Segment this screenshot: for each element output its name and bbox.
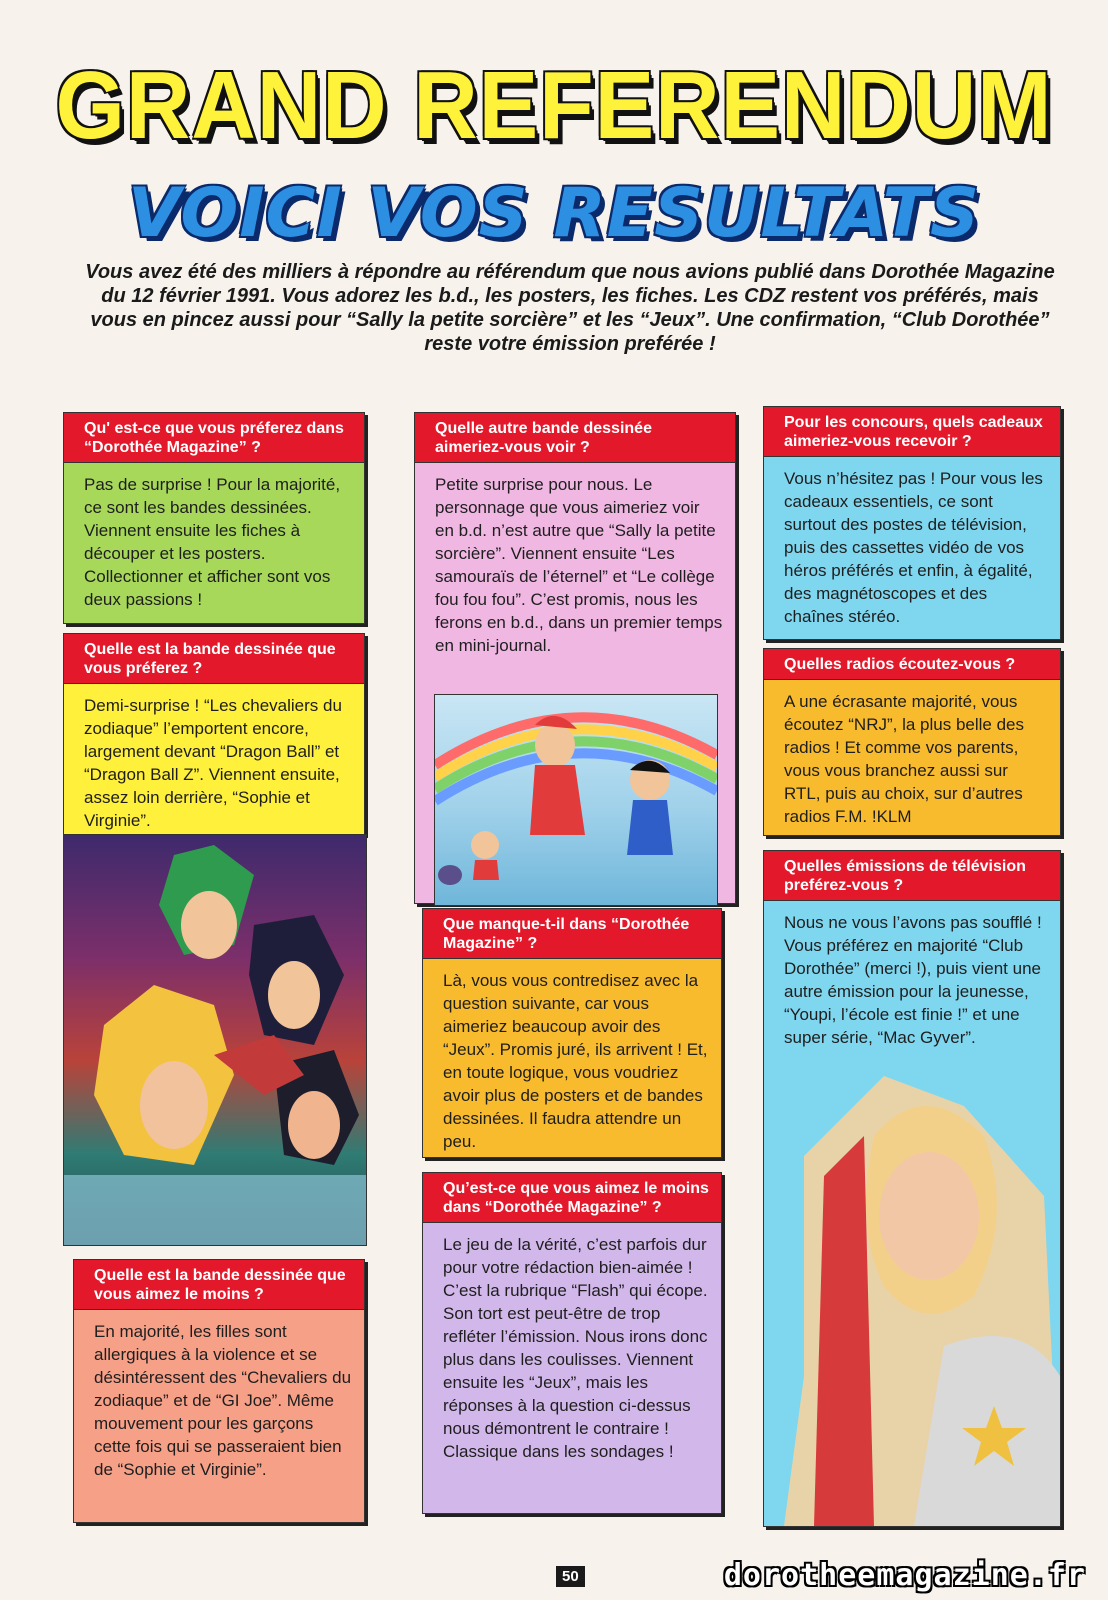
question-answer: Vous n’hésitez pas ! Pour vous les cadeaux essentiels, ce sont surtout des postes de télévision, puis des cassettes vidéo de vos héros préférés et enfin, à égalité, des magnétoscopes et des chaînes stéréo.: [784, 469, 1043, 626]
question-answer: Petite surprise pour nous. Le personnage que vous aimeriez voir en b.d. n’est autre que “Sally la petite sorcière”. Viennent ensuite “Les samouraïs de l’éternel” et “Le collège fou fou fou”. C’est promis, nous les ferons en b.d., dans un premier temps en mini-journal.: [435, 475, 723, 655]
page-number: 50: [556, 1566, 585, 1587]
question-answer: Là, vous vous contredisez avec la question suivante, car vous aimeriez beaucoup avoir des “Jeux”. Promis juré, ils arrivent ! Et, en toute logique, vous voudriez avoir plus de posters et de bandes dessinées. Il faudra attendre un peu.: [443, 971, 708, 1151]
anime-characters-art: [64, 835, 366, 1245]
question-header: Quelle est la bande dessinée que vous aimez le moins ?: [74, 1260, 364, 1310]
question-answer: En majorité, les filles sont allergiques à la violence et se désintéressent des “Chevaliers du zodiaque” et de “GI Joe”. Même mouvement pour les garçons cette fois qui se passeraient bien de “Sophie et Virginie”.: [94, 1322, 352, 1479]
anime-witch-art: [435, 695, 717, 905]
question-box-contest-gifts: [763, 406, 1061, 640]
page-subtitle: VOICI VOS RESULTATS: [128, 174, 980, 253]
sally-illustration: [434, 694, 718, 906]
question-header: Quelles radios écoutez-vous ?: [764, 649, 1060, 680]
saint-seiya-illustration: [63, 834, 367, 1246]
question-answer: Demi-surprise ! “Les chevaliers du zodiaque” l’emportent encore, largement devant “Dragon Ball” et “Dragon Ball Z”. Viennent ensuite, assez loin derrière, “Sophie et Virginie”.: [84, 696, 342, 830]
question-header: Qu' est-ce que vous préferez dans “Dorothée Magazine” ?: [64, 413, 364, 463]
question-box-least-liked-content: [422, 1172, 722, 1514]
question-box-missing: [422, 908, 722, 1158]
question-answer: Nous ne vous l’avons pas soufflé ! Vous préférez en majorité “Club Dorothée” (merci !), puis vient une autre émission pour la jeunesse, “Youpi, l’école est finie !” et une super série, “Mac Gyver”.: [784, 913, 1042, 1047]
question-header: Que manque-t-il dans “Dorothée Magazine” ?: [423, 909, 721, 959]
question-box-radios: [763, 648, 1061, 836]
question-box-favorite-comic: [63, 633, 365, 835]
question-header: Quelle est la bande dessinée que vous préferez ?: [64, 634, 364, 684]
question-box-tv-shows: [763, 850, 1061, 1527]
intro-paragraph: Vous avez été des milliers à répondre au référendum que nous avions publié dans Dorothée Magazine du 12 février 1991. Vous adorez les b.d., les posters, les fiches. Les CDZ restent vos préférés, mais vous en pincez aussi pour “Sally la petite sorcière” et les “Jeux”. Une confirmation, “Club Dorothée” reste votre émission preférée !: [85, 261, 1055, 355]
question-header: Quelles émissions de télévision preférez-vous ?: [764, 851, 1060, 901]
question-box-least-liked-comic: [73, 1259, 365, 1523]
question-header: Pour les concours, quels cadeaux aimeriez-vous recevoir ?: [764, 407, 1060, 457]
question-header: Qu’est-ce que vous aimez le moins dans “Dorothée Magazine” ?: [423, 1173, 721, 1223]
question-answer: Le jeu de la vérité, c’est parfois dur pour votre rédaction bien-aimée ! C’est la rubrique “Flash” qui écope. Son tort est peut-être de trop refléter l’émission. Nous irons donc plus dans les coulisses. Viennent ensuite les “Jeux”, mais les réponses à la question ci-dessus nous démontrent le contraire ! Classique dans les sondages !: [443, 1235, 708, 1461]
presenter-photo: [764, 1076, 1060, 1526]
question-header: Quelle autre bande dessinée aimeriez-vous voir ?: [415, 413, 735, 463]
page-title: GRAND REFERENDUM: [55, 52, 1053, 159]
question-answer: A une écrasante majorité, vous écoutez “NRJ”, la plus belle des radios ! Et comme vos parents, vous vous branchez aussi sur RTL, puis au choix, sur d’autres radios F.M. !KLM: [784, 692, 1025, 826]
question-answer: Pas de surprise ! Pour la majorité, ce sont les bandes dessinées. Viennent ensuite les fiches à découper et les posters. Collectionner et afficher sont vos deux passions !: [84, 475, 341, 609]
website-watermark: dorotheemagazine.fr: [723, 1558, 1086, 1593]
question-box-favorite-content: [63, 412, 365, 624]
